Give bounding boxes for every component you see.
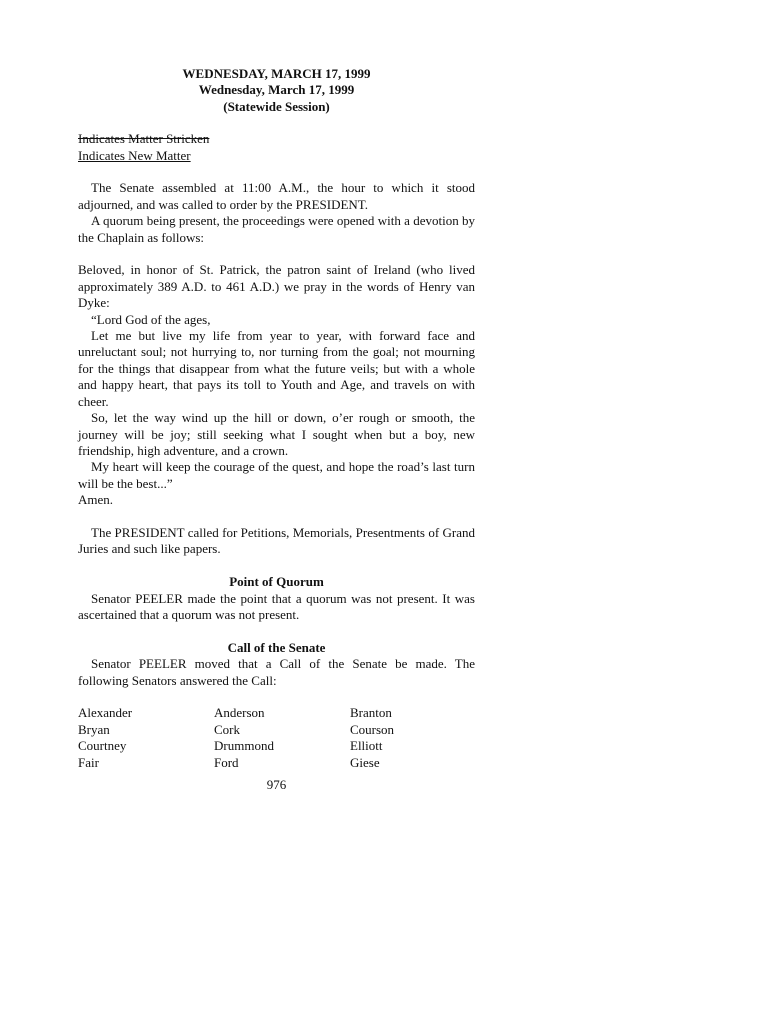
prayer-intro: Beloved, in honor of St. Patrick, the patron saint of Ireland (who lived approximately 389 A.D. to 461 A.D.) we pray in the words of Henry van Dyke: xyxy=(78,262,475,311)
call-of-senate-heading: Call of the Senate xyxy=(227,639,326,655)
senator-name: Fair xyxy=(78,754,99,770)
senator-name: Ford xyxy=(214,754,239,770)
senator-name: Bryan xyxy=(78,721,110,737)
page-number: 976 xyxy=(266,776,287,792)
journal-header xyxy=(78,66,475,115)
senator-name: Courson xyxy=(350,721,395,737)
prayer-line-4: My heart will keep the courage of the quest, and hope the road’s last turn will be the best...” xyxy=(78,459,475,491)
senator-name: Courtney xyxy=(78,738,127,754)
opening-paragraph: The Senate assembled at 11:00 A.M., the hour to which it stood adjourned, and was called to order by the PRESIDENT. xyxy=(78,180,475,212)
prayer-line-3: So, let the way wind up the hill or down, o’er rough or smooth, the journey will be joy; still seeking what I sought when but a boy, new friendship, high adventure, and a crown. xyxy=(78,410,475,458)
senator-roll-list xyxy=(78,705,475,771)
quorum-present-paragraph: A quorum being present, the proceedings were opened with a devotion by the Chaplain as follows: xyxy=(78,213,475,245)
header-session: (Statewide Session) xyxy=(223,98,330,114)
legend-stricken: Indicates Matter Stricken xyxy=(78,131,210,147)
senator-name: Branton xyxy=(350,705,392,721)
point-of-quorum-heading: Point of Quorum xyxy=(229,574,324,590)
legend-new-matter: Indicates New Matter xyxy=(78,147,191,163)
point-of-quorum-text: Senator PEELER made the point that a quorum was not present. It was ascertained that a quorum was not present. xyxy=(78,590,475,622)
header-date-upper: WEDNESDAY, MARCH 17, 1999 xyxy=(182,66,371,81)
senator-name: Drummond xyxy=(214,738,274,754)
legend xyxy=(78,131,475,164)
senator-name: Alexander xyxy=(78,705,133,721)
senator-name: Anderson xyxy=(214,705,265,721)
document-page xyxy=(78,66,475,793)
senator-name: Elliott xyxy=(350,738,383,754)
prayer-amen: Amen. xyxy=(78,492,114,508)
header-date: Wednesday, March 17, 1999 xyxy=(198,82,355,98)
call-of-senate-text: Senator PEELER moved that a Call of the Senate be made. The following Senators answered the Call: xyxy=(78,656,475,688)
prayer-line-1: “Lord God of the ages, xyxy=(91,311,211,327)
prayer-line-2: Let me but live my life from year to year, with forward face and unreluctant soul; not hurrying to, nor turning from the goal; not mourning for the things that disappear from what the future veils; but with a whole and happy heart, that pays its toll to Youth and Age, and travels on with cheer. xyxy=(78,328,475,409)
senator-name: Cork xyxy=(214,721,240,737)
senator-name: Giese xyxy=(350,754,380,770)
petitions-paragraph: The PRESIDENT called for Petitions, Memorials, Presentments of Grand Juries and such like papers. xyxy=(78,524,475,557)
